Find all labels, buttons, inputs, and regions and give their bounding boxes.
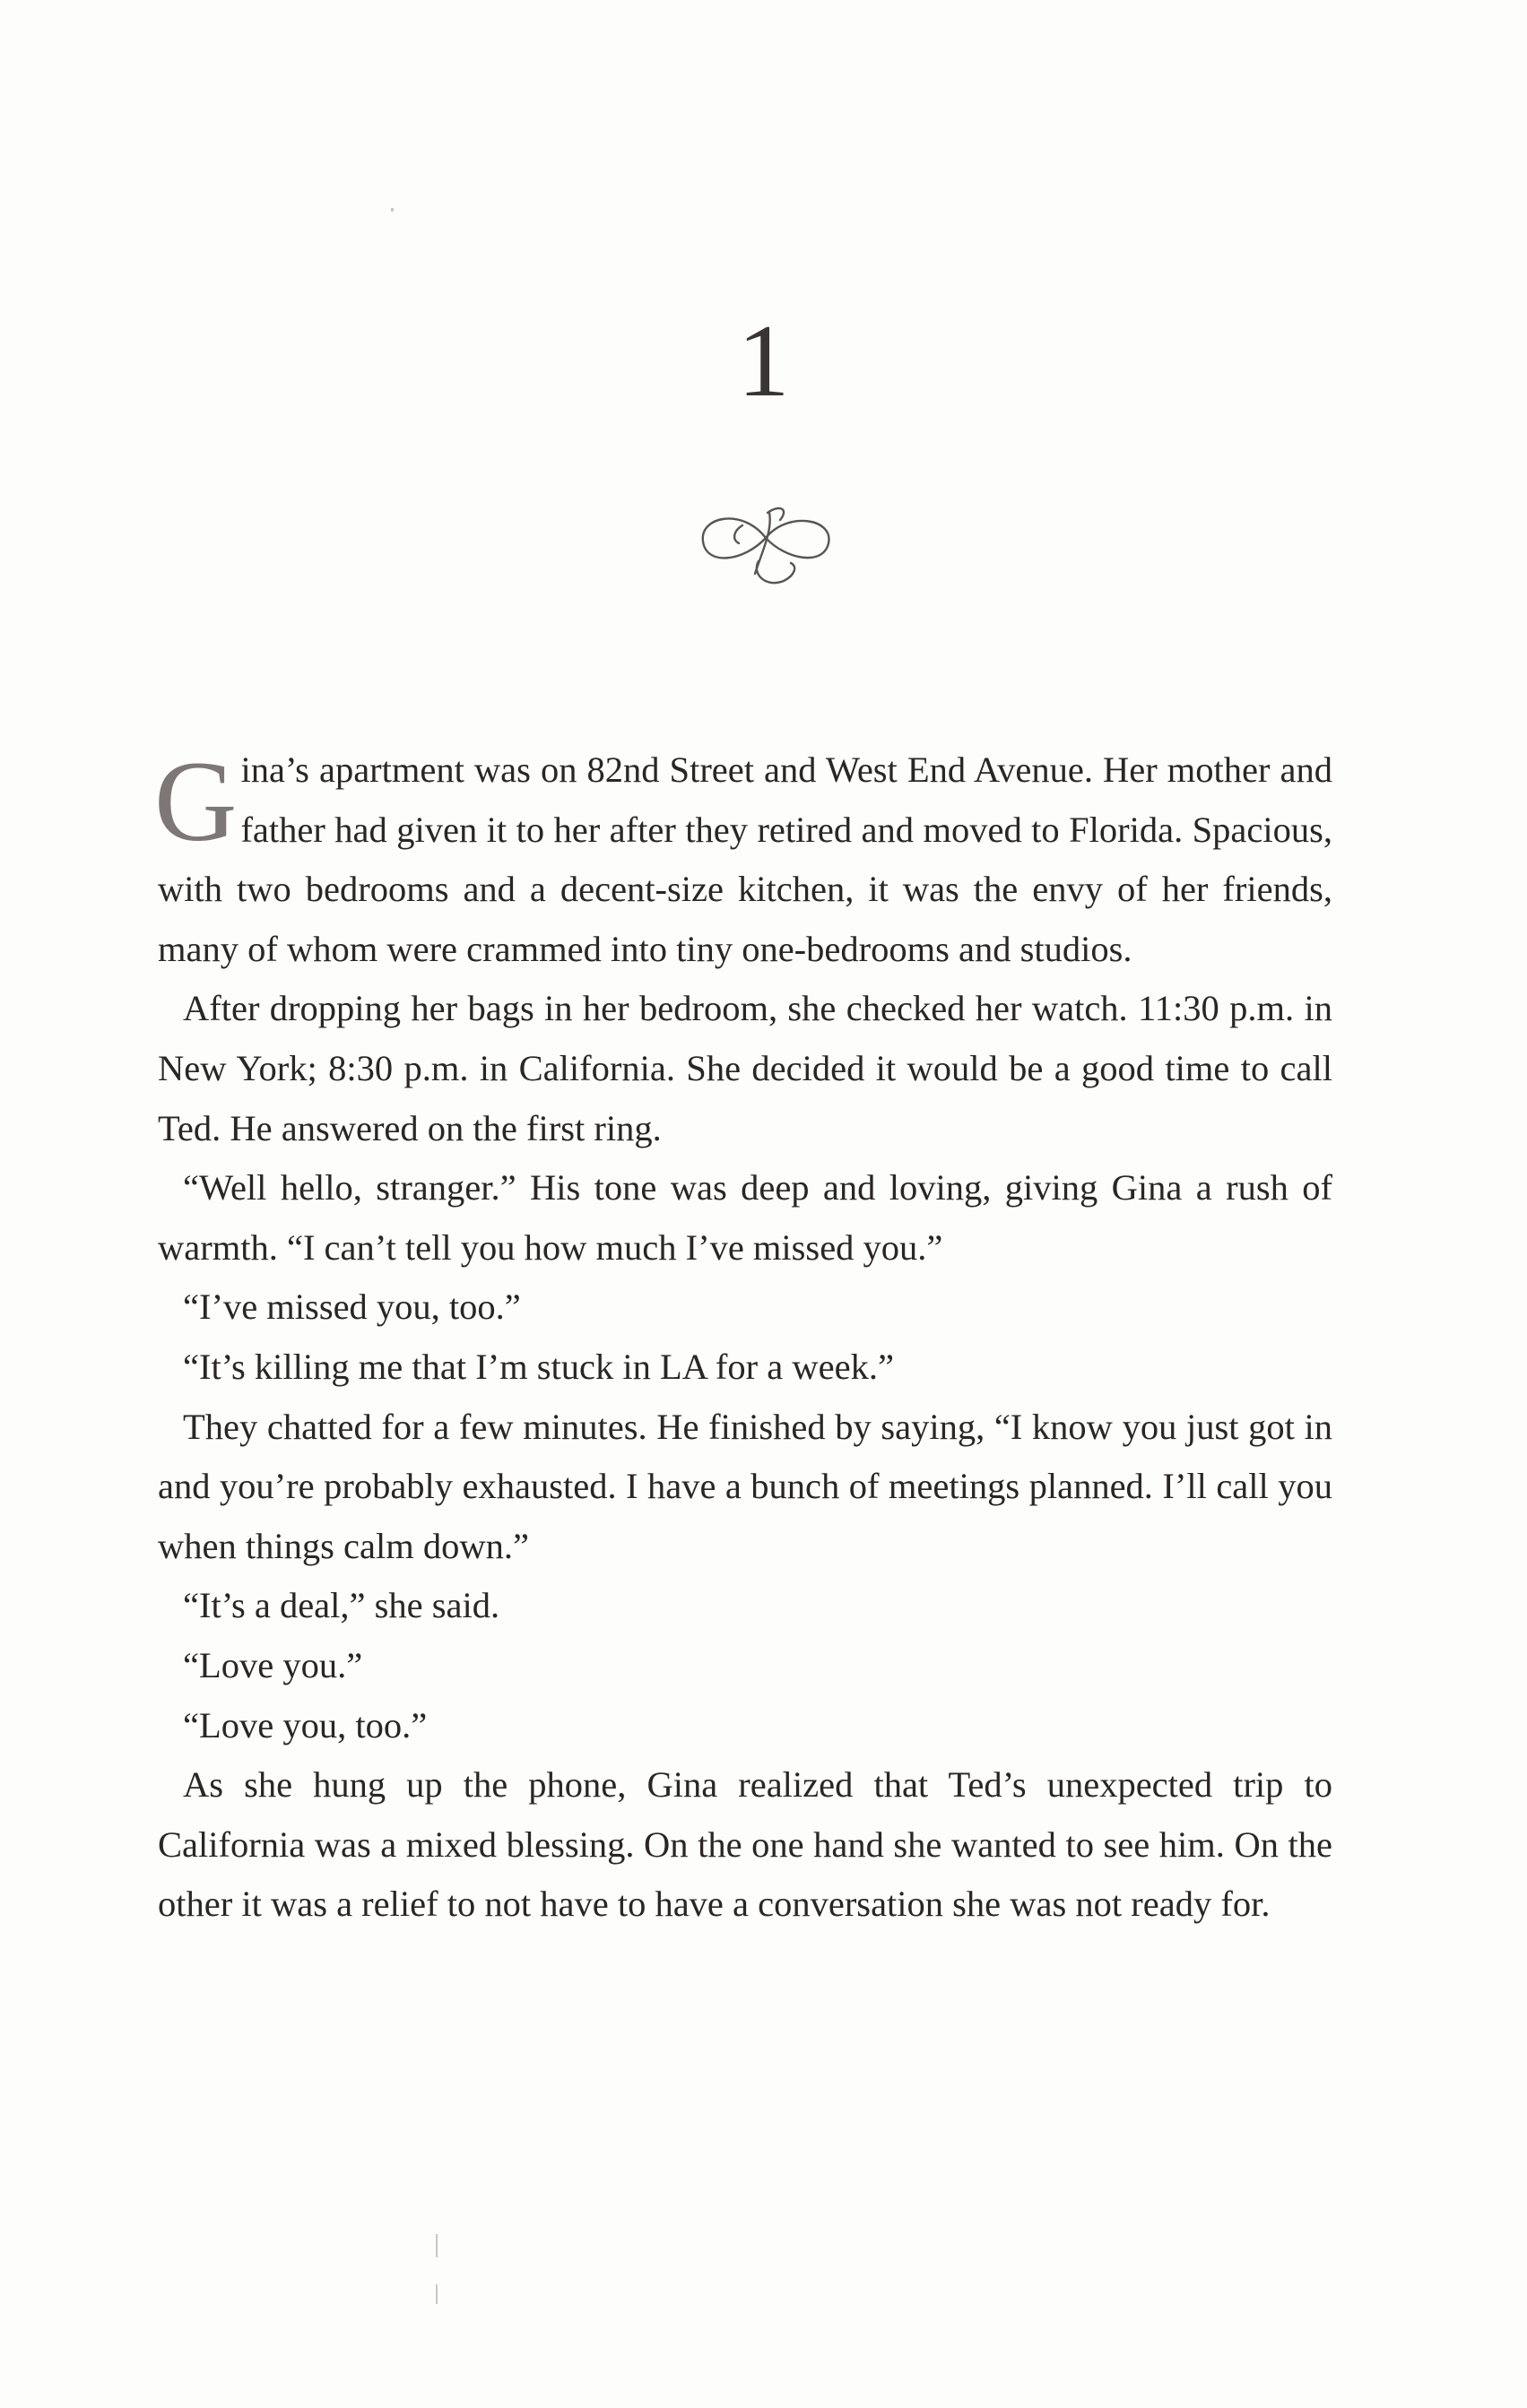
chapter-body (154, 738, 1332, 1935)
chapter-number: 1 (737, 304, 790, 419)
drop-cap: G (154, 738, 238, 865)
paragraph: After dropping her bags in her bedroom, she checked her watch. 11:30 p.m. in New York; 8:30 p.m. in California. She decided it would be a good time to call Ted. He answered on the first ring. (158, 988, 1332, 1148)
paragraph: “Love you, too.” (183, 1704, 428, 1745)
paragraph: “It’s killing me that I’m stuck in LA for a week.” (183, 1346, 894, 1387)
paragraph: As she hung up the phone, Gina realized that Ted’s unexpected trip to California was a mixed blessing. On the one hand she wanted to see him. On the other it was a relief to not have to have a conversation she was not ready for. (158, 1764, 1332, 1925)
paragraph: They chatted for a few minutes. He finished by saying, “I know you just got in and you’re probably exhausted. I have a bunch of meetings planned. I’ll call you when things calm down.” (158, 1406, 1332, 1566)
paragraph-text: ina’s apartment was on 82nd Street and West End Avenue. Her mother and father had given it to her after they retired and moved to Florida. Spacious, with two bedrooms and a decent-size kitchen, it was the envy of her friends, many of whom were crammed into tiny one-bedrooms and studios. (158, 749, 1332, 969)
scan-speck (436, 2234, 438, 2257)
paragraph: “Love you.” (183, 1644, 363, 1685)
paragraph: “I’ve missed you, too.” (183, 1286, 521, 1328)
scan-speck (391, 208, 394, 212)
scan-speck (436, 2284, 438, 2304)
paragraph: “It’s a deal,” she said. (183, 1585, 500, 1626)
flourish-ornament-icon (680, 491, 850, 590)
paragraph: “Well hello, stranger.” His tone was deep and loving, giving Gina a rush of warmth. “I can’t tell you how much I’ve missed you.” (158, 1167, 1332, 1268)
paragraph (154, 738, 1332, 979)
